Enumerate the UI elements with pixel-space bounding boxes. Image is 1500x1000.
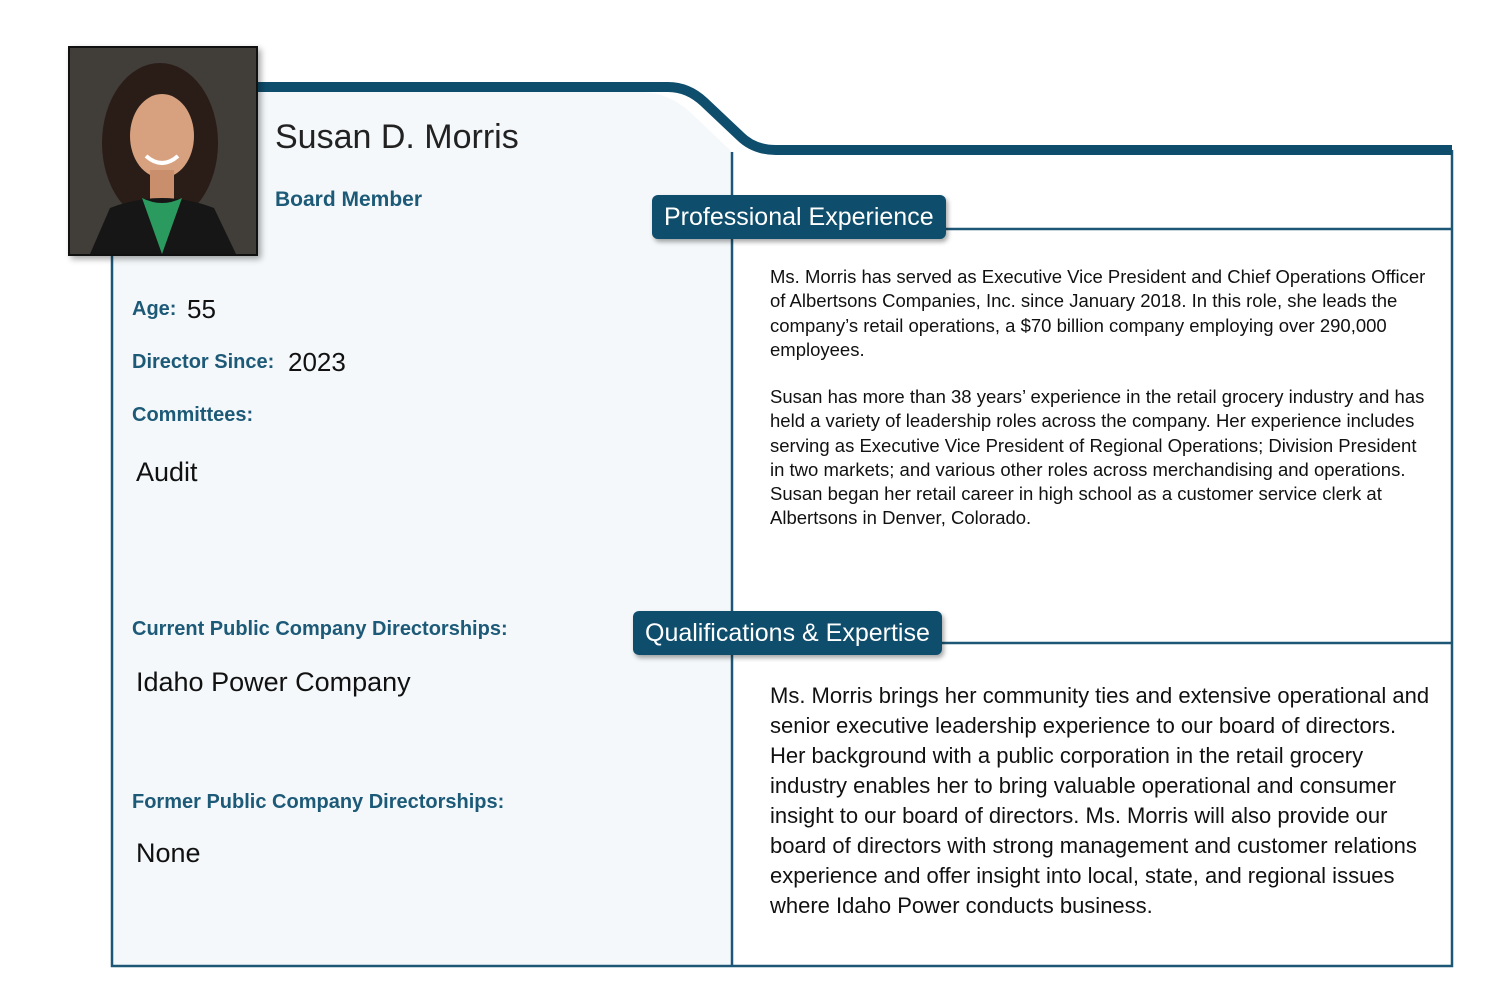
current-directorships-label: Current Public Company Directorships:: [132, 618, 508, 640]
member-name: Susan D. Morris: [275, 118, 519, 156]
qualifications-heading: Qualifications & Expertise: [633, 611, 942, 655]
professional-experience-heading: Professional Experience: [652, 195, 946, 239]
director-since-label: Director Since:: [132, 351, 275, 373]
former-directorships-label: Former Public Company Directorships:: [132, 791, 505, 813]
member-role: Board Member: [275, 188, 423, 211]
committees-label: Committees:: [132, 404, 254, 426]
director-since-value: 2023: [288, 347, 346, 377]
professional-experience-paragraph-1: Ms. Morris has served as Executive Vice President and Chief Operations Officer of Albertsons Companies, Inc. since January 2018. In this role, she leads the company’s retail operations, a $70 billion company employing over 290,000 employees.: [770, 266, 1426, 360]
portrait-icon: [70, 48, 256, 254]
age-value: 55: [187, 294, 216, 324]
portrait-photo: [68, 46, 258, 256]
committees-value: Audit: [136, 457, 198, 487]
professional-experience-paragraph-2: Susan has more than 38 years’ experience in the retail grocery industry and has held a variety of leadership roles across the company. Her experience includes serving as Executive Vice President of Regional Operations; Division President in two markets; and various other roles across merchandising and operations. Susan began her retail career in high school as a customer service clerk at Albertsons in Denver, Colorado.: [770, 386, 1425, 529]
former-directorships-value: None: [136, 838, 201, 868]
age-label: Age:: [132, 298, 177, 320]
qualifications-paragraph: Ms. Morris brings her community ties and extensive operational and senior executive leadership experience to our board of directors. Her background with a public corporation in the retail grocery industry enables her to bring valuable operational and consumer insight to our board of directors. Ms. Morris will also provide our board of directors with strong management and customer relations experience and offer insight into local, state, and regional issues where Idaho Power conducts business.: [770, 683, 1430, 918]
current-directorships-value: Idaho Power Company: [136, 667, 411, 697]
